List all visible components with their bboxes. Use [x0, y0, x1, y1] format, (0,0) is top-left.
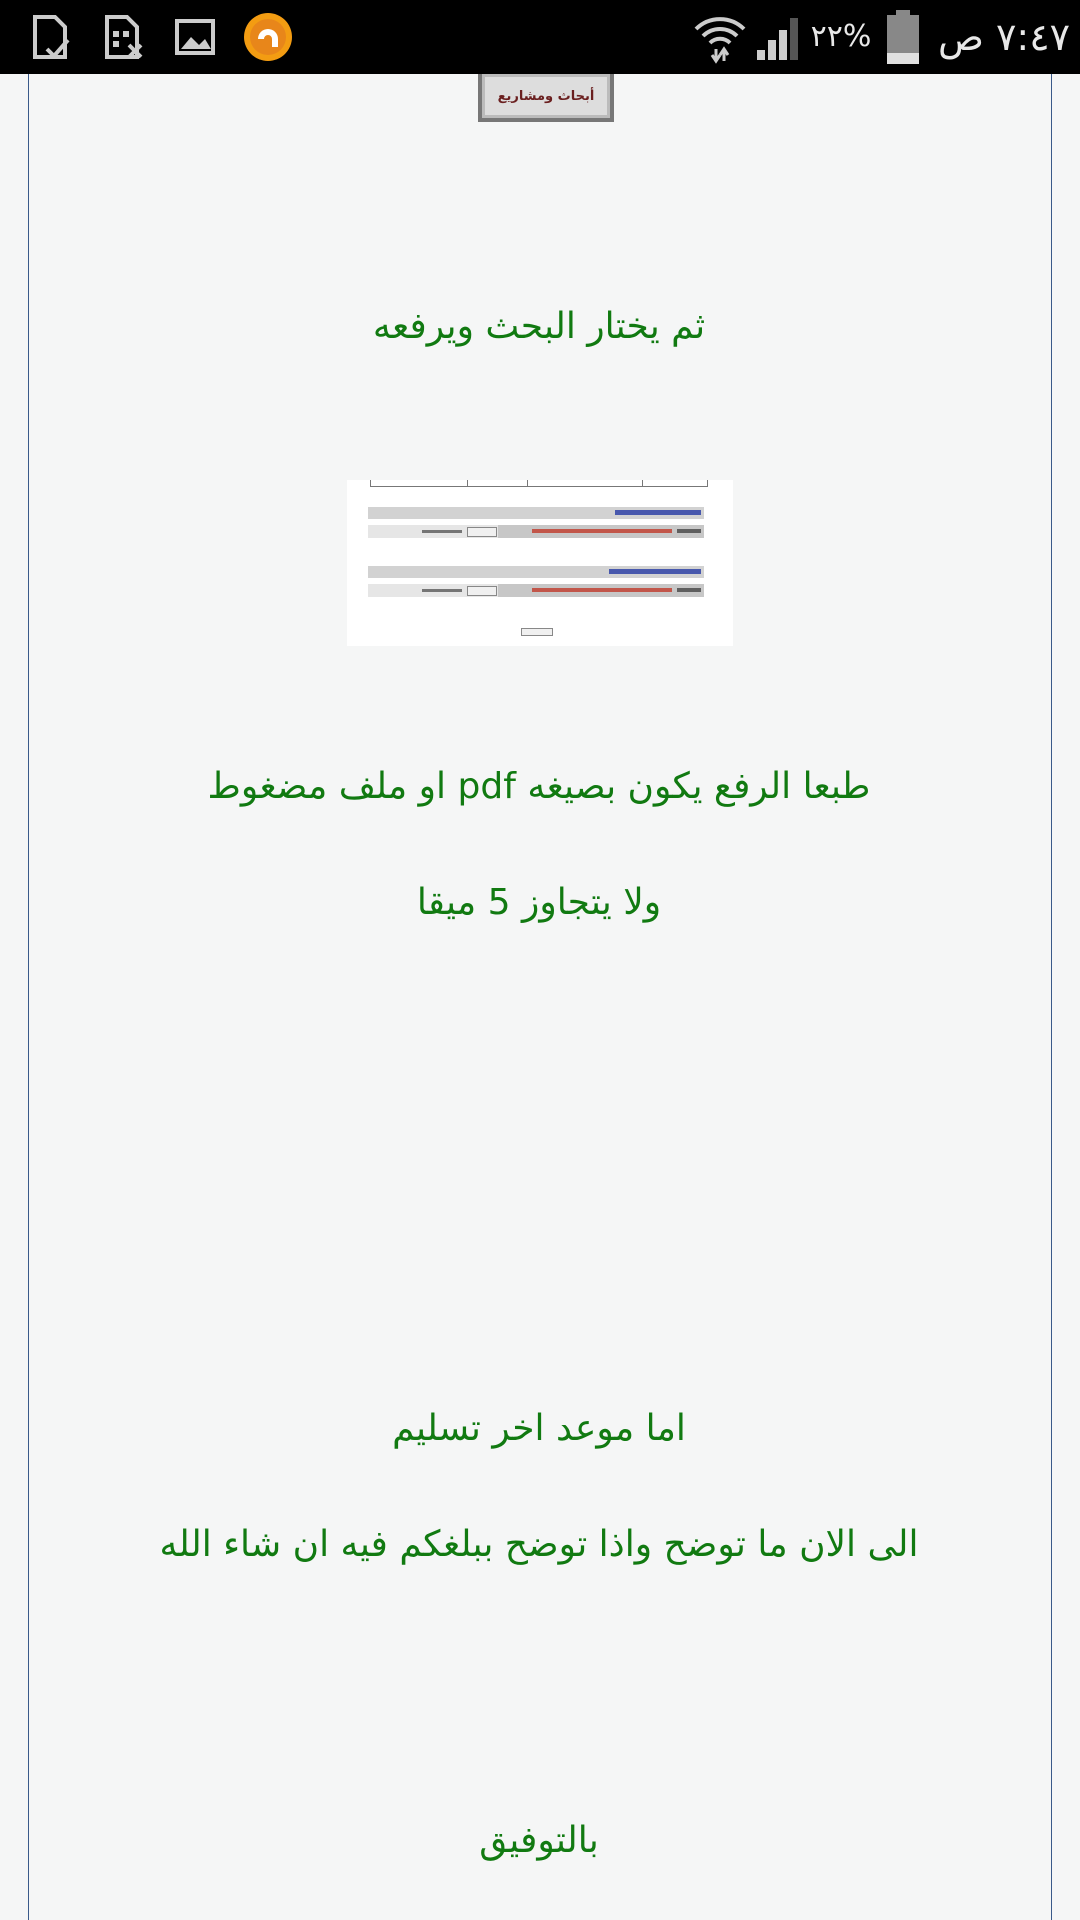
battery-percent: ٢٢%	[810, 19, 872, 54]
wifi-icon	[690, 0, 750, 74]
browser-app-icon	[238, 0, 298, 74]
deadline-text: الى الان ما توضح واذا توضح ببلغكم فيه ان شاء الله	[159, 1524, 919, 1565]
closing-text: بالتوفيق	[479, 1820, 599, 1861]
content-frame	[28, 74, 1052, 1920]
status-bar	[0, 0, 1080, 74]
header-logo-label: أبحاث ومشاريع	[497, 88, 595, 104]
deadline-heading: اما موعد اخر تسليم	[392, 1408, 686, 1449]
instruction-text-format: طبعا الرفع يكون بصيغه pdf او ملف مضغوط	[207, 766, 871, 807]
sim-x-icon	[96, 0, 150, 74]
instruction-text-select-upload: ثم يختار البحث ويرفعه	[372, 306, 706, 347]
sim-check-icon	[24, 0, 78, 74]
upload-form-screenshot	[347, 480, 733, 646]
instruction-text-size-limit: ولا يتجاوز 5 ميقا	[416, 882, 662, 923]
status-time: ٧:٤٧ ص	[937, 15, 1071, 59]
image-icon	[168, 0, 222, 74]
battery-icon	[878, 0, 928, 74]
signal-icon	[754, 0, 806, 74]
header-logo-image	[478, 74, 614, 122]
